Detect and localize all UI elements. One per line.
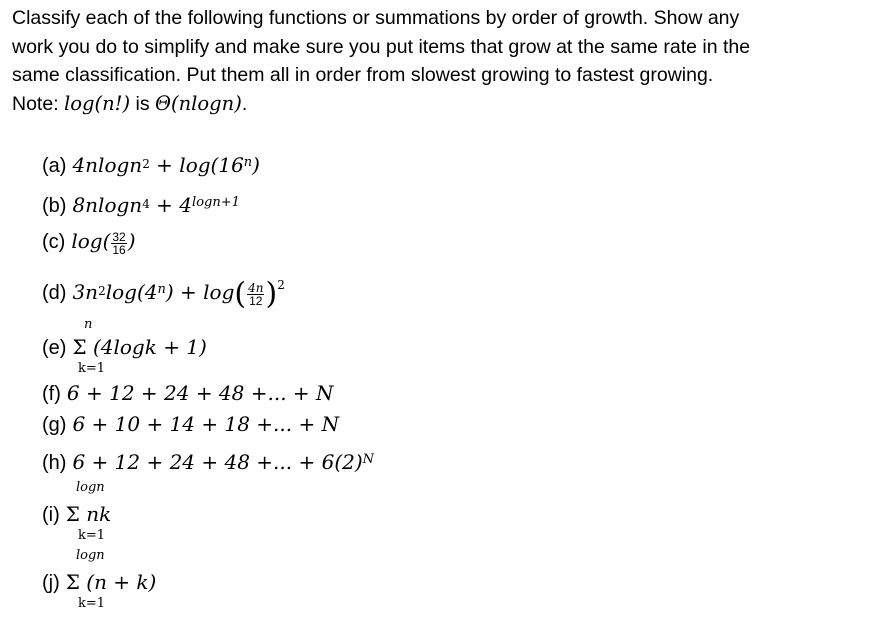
item-a-label: (a) [42,155,67,177]
item-c-fraction [111,231,126,256]
note-line [12,90,862,119]
note-end: . [241,92,248,115]
item-d-coef: 3n [72,280,99,304]
item-c-log: log( [71,229,111,253]
item-j-body: (n + k) [79,570,157,594]
item-e-label: (e) [42,337,67,359]
item-d-exp2: 2 [277,278,285,292]
item-d-numerator: 4n [248,280,264,295]
item-c-numerator: 32 [112,229,126,244]
item-d-label: (d) [42,282,67,304]
note-label: Note: [12,92,65,115]
problem-statement [12,4,862,118]
item-b-term1: 8nlogn [72,193,143,217]
item-d-close-paren: ) [265,276,278,312]
item-d-exp0: 2 [98,284,106,298]
item-i-lower-limit: k=1 [78,528,106,543]
statement-line-3: same classification. Put them all in order from slowest growing to fastest growing. [12,64,714,86]
item-c-close: ) [127,229,136,253]
item-h [42,450,374,478]
item-a-exp2: n [243,155,253,170]
item-j-upper-limit: logn [76,548,105,563]
item-g-body: 6 + 10 + 14 + 18 +... + N [72,412,340,436]
item-e-upper-limit: n [84,317,93,332]
item-c-label: (c) [42,231,66,253]
item-j-label: (j) [42,572,60,594]
item-h-exp: N [362,452,375,467]
item-e-body: (4logk + 1) [86,335,207,359]
item-c [42,229,136,256]
item-g-label: (g) [42,414,67,436]
item-d-exp1: n [157,282,166,297]
item-i-upper-limit: logn [76,480,105,495]
item-f-body: 6 + 12 + 24 + 48 +... + N [66,381,334,405]
item-d [42,276,285,312]
item-e-sigma: Σ [72,335,87,359]
item-h-body: 6 + 12 + 24 + 48 +... + 6(2) [72,450,363,474]
item-j-sigma: Σ [65,570,80,594]
item-g [42,412,339,437]
item-b-exp2: logn+1 [192,195,240,210]
statement-line-2: work you do to simplify and make sure you put items that grow at the same rate in the [12,35,751,58]
note-theta: Θ(nlogn) [155,91,242,115]
item-a-exp1: 2 [142,157,150,171]
item-d-term1: log(4 [105,280,158,304]
item-d-denominator: 12 [249,293,263,308]
item-a-term1: 4nlogn [72,153,143,177]
note-expression: log(n!) [64,91,131,115]
item-b-term2: + 4 [149,193,193,217]
item-e-lower-limit: k=1 [78,361,106,376]
statement-line-1: Classify each of the following functions or summations by order of growth. Show any [12,7,740,29]
item-j [42,570,156,595]
item-f-label: (f) [42,383,61,405]
item-i [42,502,111,527]
item-b [42,193,240,221]
item-f [42,381,334,406]
item-d-term2: ) + log [165,280,235,304]
item-i-sigma: Σ [65,502,80,526]
item-b-label: (b) [42,195,67,217]
item-b-exp1: 4 [142,197,150,211]
item-e [42,335,207,360]
item-d-fraction [247,282,264,307]
item-a-close: ) [252,153,260,177]
item-h-label: (h) [42,452,67,474]
note-is: is [130,92,156,115]
item-a [42,153,260,181]
item-j-lower-limit: k=1 [78,596,106,611]
item-a-term2: + log(16 [149,153,244,177]
item-i-label: (i) [42,504,60,526]
item-d-open-paren: ( [234,276,247,312]
item-i-body: nk [79,502,112,526]
item-c-denominator: 16 [112,242,126,257]
